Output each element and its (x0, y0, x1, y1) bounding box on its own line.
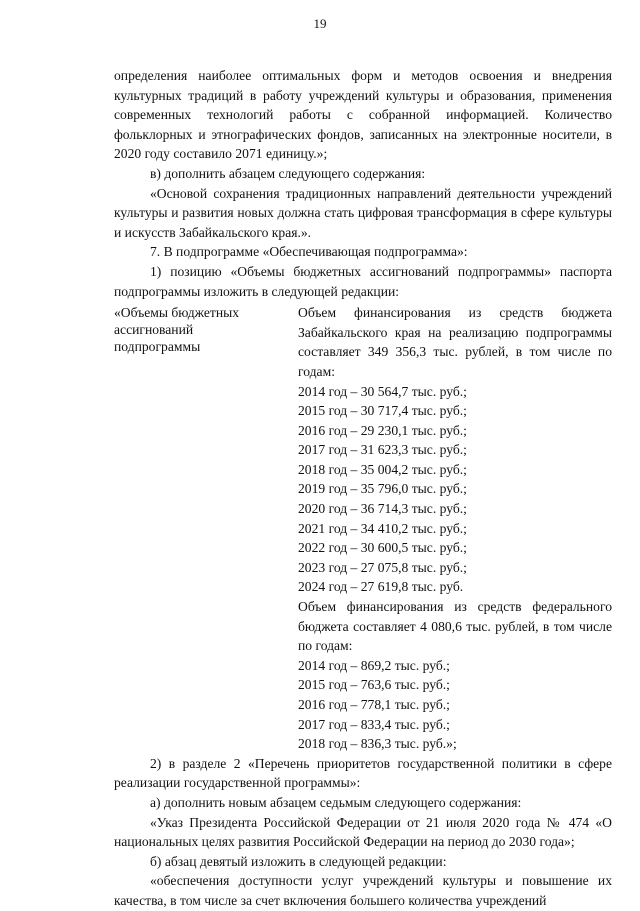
document-body (114, 66, 612, 911)
paragraph-position-1: 1) позицию «Объемы бюджетных ассигнований подпрограммы» паспорта подпрограммы изложить в следующей редакции: (114, 263, 612, 299)
regional-year-line: 2016 год – 29 230,1 тыс. руб.; (298, 422, 467, 438)
regional-year-line: 2015 год – 30 717,4 тыс. руб.; (298, 403, 467, 419)
paragraph-ninth-abzac: б) абзац девятый изложить в следующей редакции: (150, 853, 447, 869)
federal-year-line: 2018 год – 836,3 тыс. руб.»; (298, 736, 457, 752)
budget-table-values (298, 303, 612, 754)
regional-year-line: 2017 год – 31 623,3 тыс. руб.; (298, 442, 467, 458)
paragraph-folklore-funds: определения наиболее оптимальных форм и методов освоения и внедрения культурных традиций в работу учреждений культуры и образования, применения современных технологий работы с собранной информацией. Количество фольклорных и этнографических фондов, записанных на электронные носители, в 2020 году составило 2071 единицу.»; (114, 68, 612, 162)
budget-table-label (114, 303, 298, 754)
federal-year-line: 2016 год – 778,1 тыс. руб.; (298, 697, 450, 712)
paragraph-add-seventh: а) дополнить новым абзацем седьмым следующего содержания: (150, 794, 522, 810)
paragraph-subprogram-7: 7. В подпрограмме «Обеспечивающая подпрограмма»: (150, 244, 468, 260)
regional-year-line: 2020 год – 36 714,3 тыс. руб.; (298, 501, 467, 517)
regional-year-line: 2018 год – 35 004,2 тыс. руб.; (298, 461, 467, 477)
paragraph-digital-transformation: «Основой сохранения традиционных направлений деятельности учреждений культуры и развития новых должна стать цифровая трансформация в сфере культуры и искусств Забайкальского края.». (114, 185, 612, 240)
regional-year-line: 2024 год – 27 619,8 тыс. руб. (298, 579, 464, 595)
budget-label-line: подпрограммы (114, 339, 201, 355)
paragraph-add-abzac: в) дополнить абзацем следующего содержания: (150, 165, 426, 181)
budget-label-line: «Объемы бюджетных (114, 305, 240, 321)
paragraph-section-2: 2) в разделе 2 «Перечень приоритетов государственной политики в сфере реализации государственной программы»: (114, 755, 612, 791)
regional-year-line: 2014 год – 30 564,7 тыс. руб.; (298, 383, 467, 399)
regional-year-line: 2019 год – 35 796,0 тыс. руб.; (298, 481, 467, 497)
federal-year-line: 2017 год – 833,4 тыс. руб.; (298, 716, 450, 732)
page-number: 19 (313, 16, 327, 31)
regional-year-line: 2022 год – 30 600,5 тыс. руб.; (298, 540, 467, 556)
paragraph-accessibility: «обеспечения доступности услуг учреждений культуры и повышение их качества, в том числе за счет включения большего количества учреждений (114, 873, 612, 908)
regional-year-line: 2021 год – 34 410,2 тыс. руб.; (298, 520, 467, 536)
budget-label-line: ассигнований (114, 322, 194, 338)
federal-funding-intro: Объем финансирования из средств федерального бюджета составляет 4 080,6 тыс. рублей, в том числе по годам: (298, 599, 612, 654)
regional-year-line: 2023 год – 27 075,8 тыс. руб.; (298, 559, 467, 575)
federal-year-line: 2014 год – 869,2 тыс. руб.; (298, 657, 450, 673)
paragraph-decree-474: «Указ Президента Российской Федерации от 21 июля 2020 года № 474 «О национальных целях развития Российской Федерации на период до 2030 года»; (114, 814, 612, 850)
federal-year-line: 2015 год – 763,6 тыс. руб.; (298, 677, 450, 693)
budget-table (114, 303, 612, 754)
regional-funding-intro: Объем финансирования из средств бюджета Забайкальского края на реализацию подпрограммы составляет 349 356,3 тыс. рублей, в том числе по годам: (298, 305, 612, 379)
